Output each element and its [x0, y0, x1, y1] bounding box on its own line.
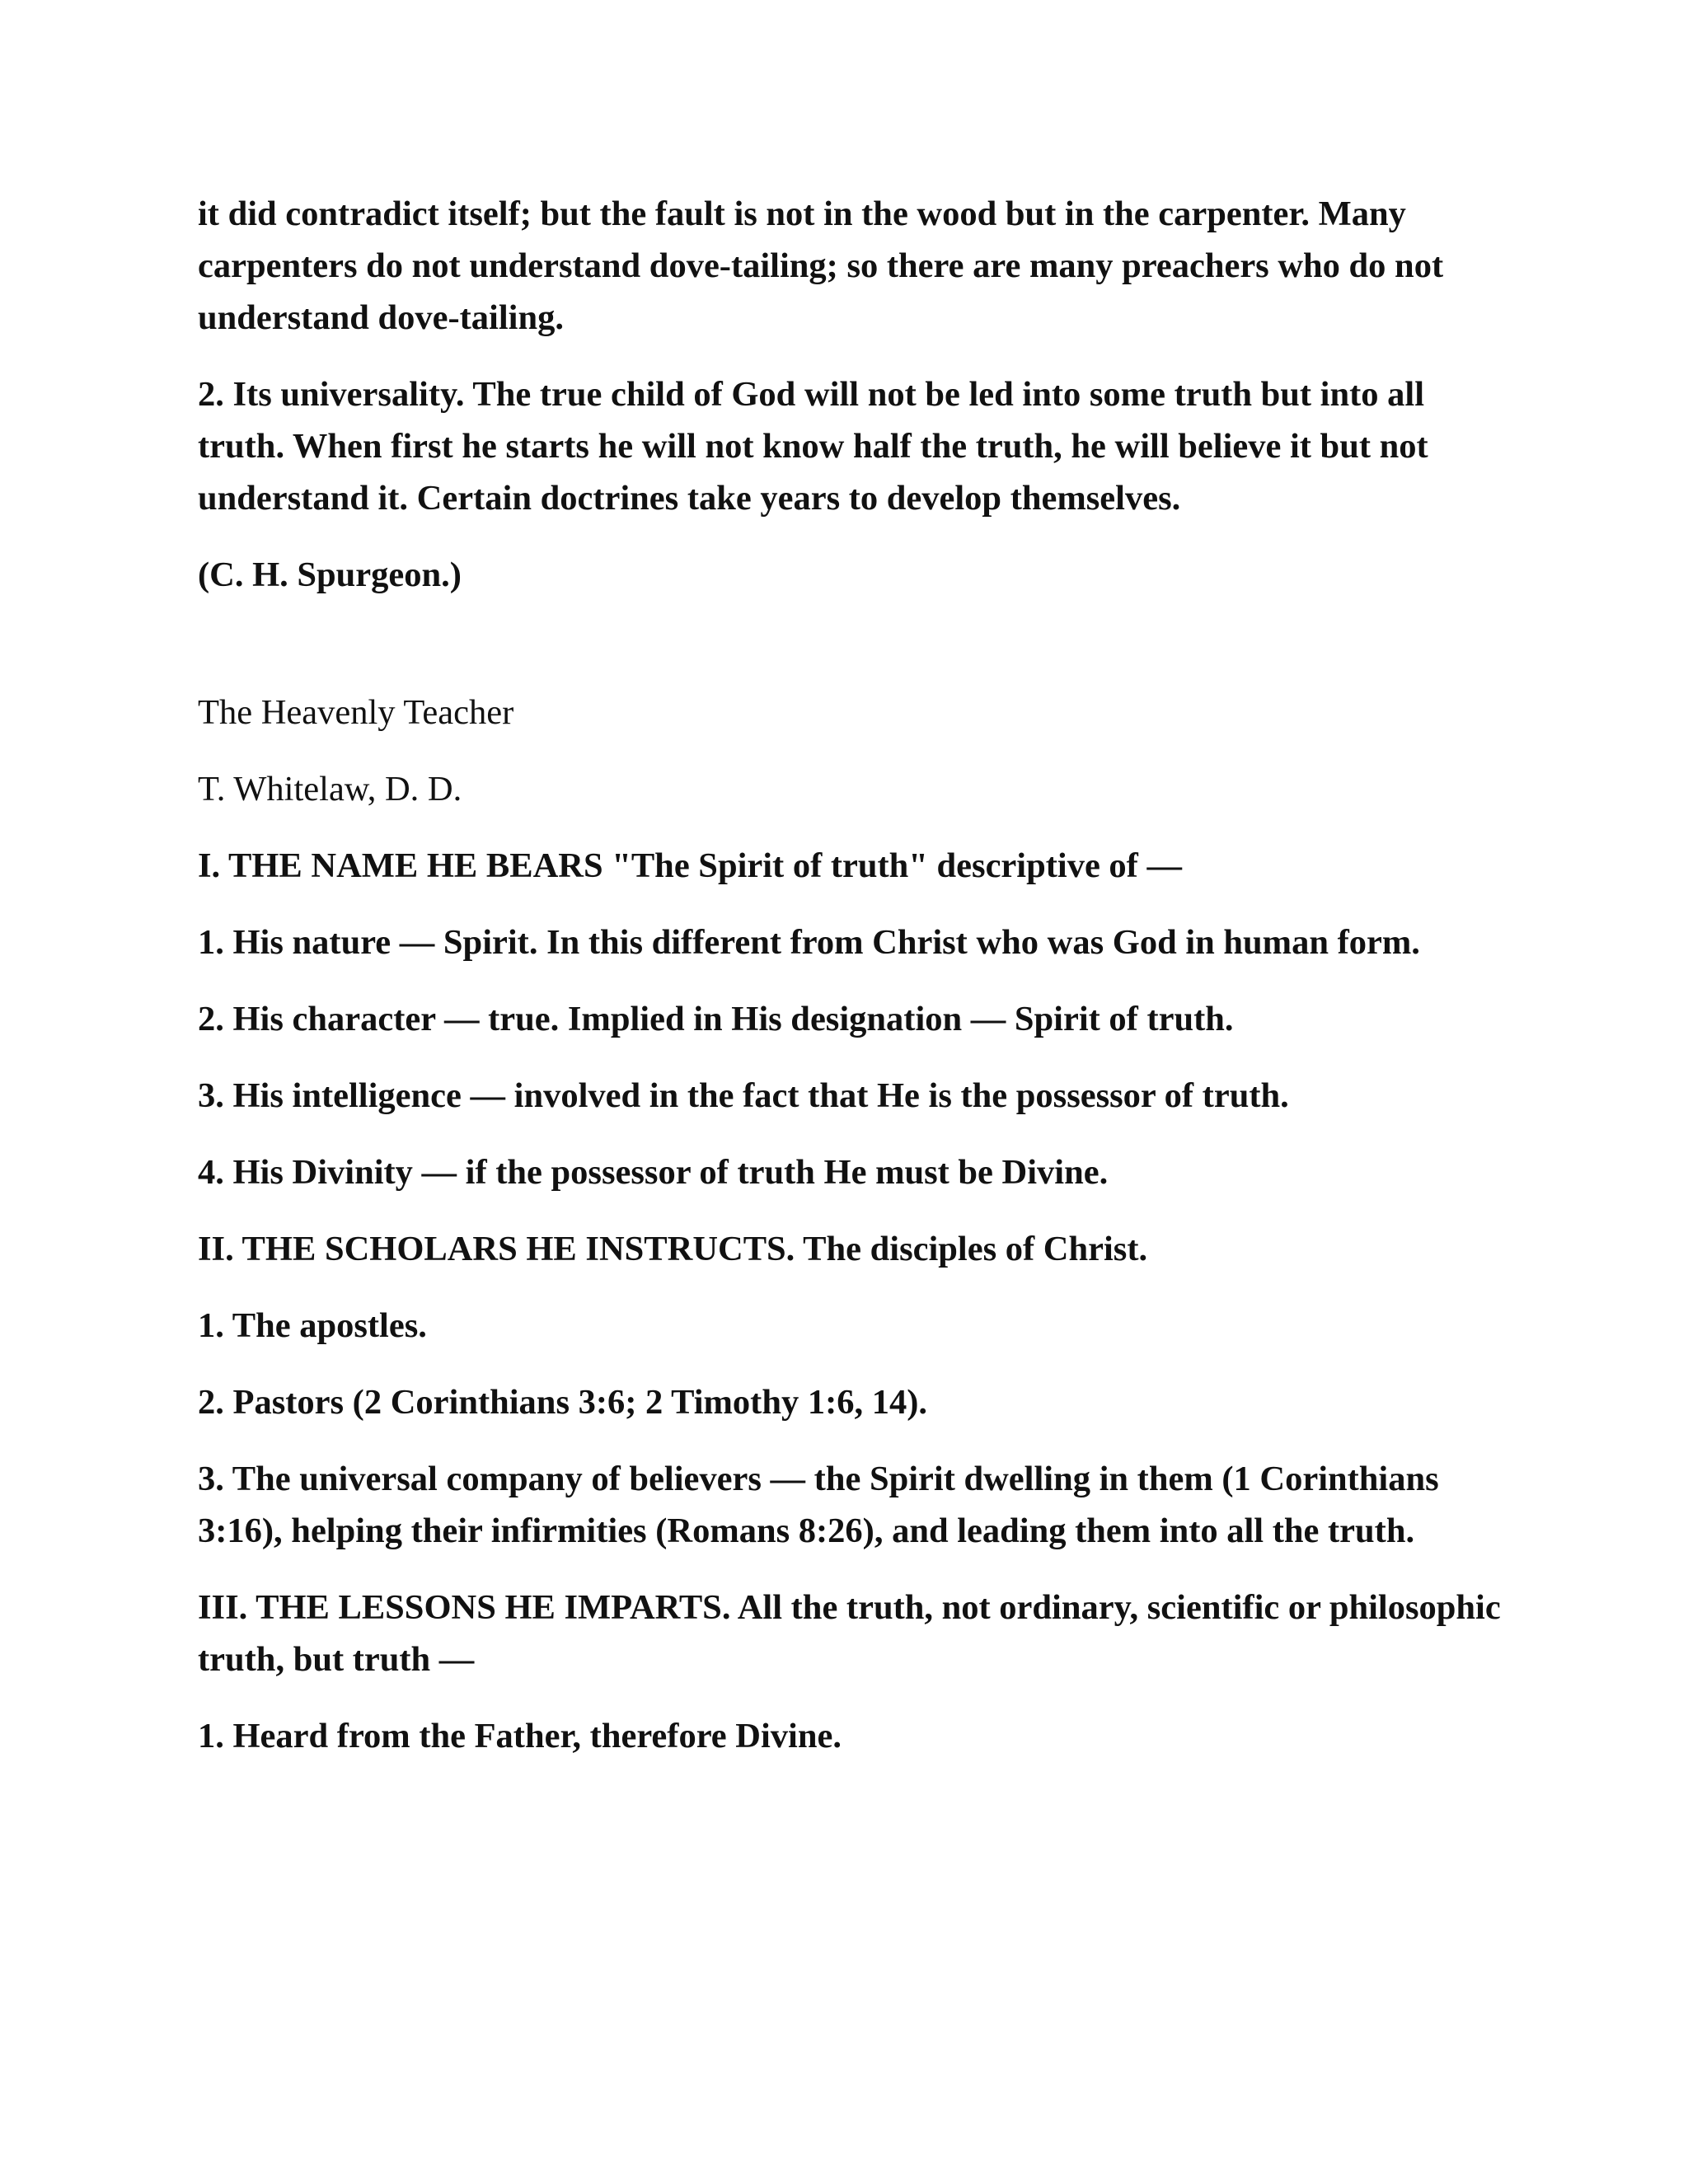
paragraph-dove-tailing: it did contradict itself; but the fault is not in the wood but in the carpenter. Many carpenters do not understand dove-tailing; so there are many preachers who do not understand dove-tailing. — [198, 194, 1444, 337]
section-title: The Heavenly Teacher — [198, 693, 514, 732]
heading-scholars: II. THE SCHOLARS HE INSTRUCTS. The disciples of Christ. — [198, 1230, 1148, 1268]
list-item-apostles: 1. The apostles. — [198, 1306, 427, 1345]
paragraph-universality: 2. Its universality. The true child of God will not be led into some truth but into all truth. When first he starts he will not know half the truth, he will believe it but not understand it. Certain doctrines take years to develop themselves. — [198, 375, 1428, 518]
page-body — [198, 188, 1508, 1787]
list-item-heard-from-father: 1. Heard from the Father, therefore Divine. — [198, 1717, 842, 1755]
list-item-intelligence: 3. His intelligence — involved in the fact that He is the possessor of truth. — [198, 1076, 1289, 1115]
heading-name-he-bears: I. THE NAME HE BEARS "The Spirit of truth" descriptive of — — [198, 846, 1182, 885]
list-item-pastors: 2. Pastors (2 Corinthians 3:6; 2 Timothy 1:6, 14). — [198, 1383, 928, 1422]
section-author: T. Whitelaw, D. D. — [198, 770, 462, 808]
list-item-believers: 3. The universal company of believers — the Spirit dwelling in them (1 Corinthians 3:16), helping their infirmities (Romans 8:26), and leading them into all the truth. — [198, 1460, 1439, 1550]
heading-lessons: III. THE LESSONS HE IMPARTS. All the truth, not ordinary, scientific or philosophic truth, but truth — — [198, 1588, 1501, 1679]
list-item-nature: 1. His nature — Spirit. In this different from Christ who was God in human form. — [198, 923, 1420, 962]
list-item-character: 2. His character — true. Implied in His designation — Spirit of truth. — [198, 1000, 1234, 1038]
paragraph-attribution: (C. H. Spurgeon.) — [198, 555, 462, 594]
list-item-divinity: 4. His Divinity — if the possessor of truth He must be Divine. — [198, 1153, 1109, 1192]
